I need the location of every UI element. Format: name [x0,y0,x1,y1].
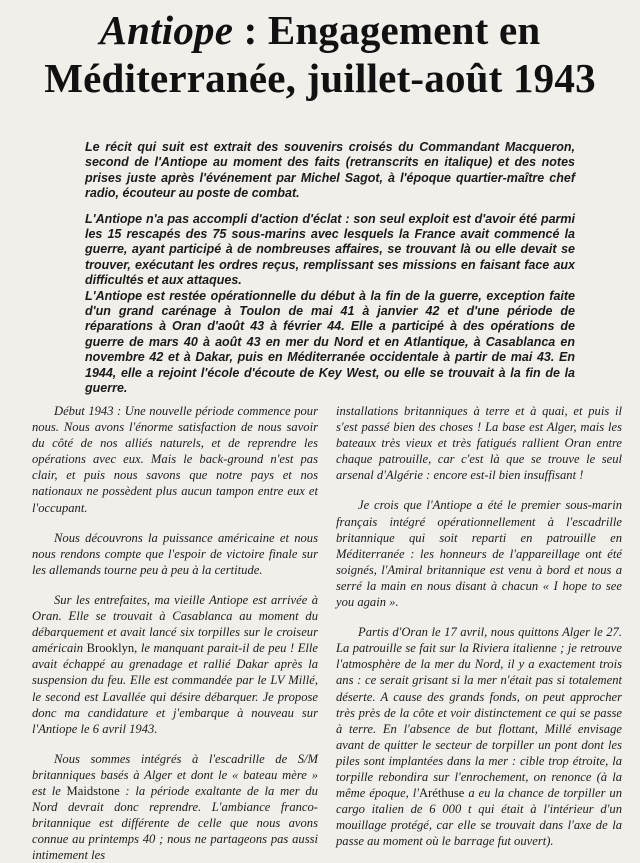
intro-paragraph-1: Le récit qui suit est extrait des souvenirs croisés du Commandant Macqueron, second de l'Antiope au moment des faits (retranscrits en italique) et des notes prises juste après l'événement par Michel Sagot, à l'époque quartier-maître chef radio, écouteur au poste de combat. [85,140,575,201]
left-p3-text-c: , le manquant parait-il de peu ! Elle avait échappé au grenadage et rallié Dakar après la suspension du feu. Elle est commandée par le LV Millé, le second est Lavallée qui désire débarquer. Je propose donc ma candidature et j'embarque à nouveau sur l'Antiope le 6 avril 1943. [32,641,318,736]
left-column [32,403,318,863]
left-paragraph-3 [32,592,318,737]
title-line1-rest: : Engagement en [233,7,541,53]
right-paragraph-3 [336,624,622,849]
ship-name-maidstone: Maidstone [66,783,120,798]
right-paragraph-2: Je crois que l'Antiope a été le premier sous-marin français intégré opérationnellement à l'escadrille britannique qui soit reparti en patrouille en Méditerranée : les honneurs de l'appareillage ont été soignés, l'Amiral britannique est venu à bord et nous a serré la main en nous disant à chacun « I hope to see you again ». [336,498,622,610]
right-p3-text-c: a eu la chance de torpiller un cargo italien de 6 000 t qui était à l'intérieur d'un mouillage protégé, car elle se trouvait dans l'axe de la passe au moment où le barrage fut ouvert). [336,786,623,849]
left-p3-text-a: Sur les entrefaites, ma vieille Antiope est arrivée à Oran. Elle se trouvait à Casablanca au moment du débarquement et avait lancé six torpilles sur le croiseur américain [32,592,318,656]
left-paragraph-4 [32,751,318,863]
intro-block [85,140,575,397]
ship-name-arethuse: Aréthuse [418,786,465,801]
left-paragraph-1: Début 1943 : Une nouvelle période commence pour nous. Nous avons l'énorme satisfaction de nous savoir du côté de nos alliés naturels, et de reprendre les opérations avec eux. Mais le back-ground n'est pas clair, et puis nous savons que notre pays et nos nationaux ne possèdent plus aucun tampon entre eux et l'occupant. [32,404,318,515]
title-line2: Méditerranée, juillet-août 1943 [44,55,596,101]
right-paragraph-1: installations britanniques à terre et à quai, et puis il s'est passé bien des choses ! La base est Alger, mais les bateaux très vieux et très fatigués rallient Oran entre chaque patrouille, car c'est là que se trouve le seul arsenal d'Algérie : encore est-il bien insuffisant ! [336,404,622,483]
right-p3-text-a: Partis d'Oran le 17 avril, nous quittons Alger le 27. La patrouille se fait sur la Riviera italienne ; je retrouve l'atmosphère de la mer du Nord, il y a exactement trois ans : ce serait grisant si la mer n'était pas si totalement déserte. A cause des grands fonds, on peut approcher très près de la côte et voir distinctement ce qui se passe à terre. En l'absence de but flottant, Millé envisage avant de quitter le secteur de torpiller un pont dont les piles sont implantées dans la mer : cible trop étroite, la torpille rebondira sur l'enrochement, on renonce (à la même époque, l' [336,625,622,801]
ship-name-brooklyn: Brooklyn [86,641,135,656]
right-column [336,403,623,849]
left-paragraph-2: Nous découvrons la puissance américaine et nous nous rendons compte que l'espoir de victoire finale sur les allemands tourne peu à peu à la certitude. [32,530,318,577]
left-p4-text-a: Nous sommes intégrés à l'escadrille de S/M britanniques basés à Alger et dont le « bateau mère » est le [32,751,318,798]
article-title [0,6,640,102]
title-ship-name: Antiope [99,7,234,53]
intro-paragraph-2: L'Antiope n'a pas accompli d'action d'éclat : son seul exploit est d'avoir été parmi les 15 rescapés des 75 sous-marins avec lesquels la France avait commencé la guerre, ayant participé à de nombreuses affaires, se trouvant là ou elle devait se trouver, exécutant les ordres reçus, remplissant ses missions en faisant face aux difficultés et aux attaques. [85,211,575,288]
intro-paragraph-3: L'Antiope est restée opérationnelle du début à la fin de la guerre, exception faite d'un grand carénage à Toulon de mai 41 à janvier 42 et d'une période de réparations à Oran d'août 43 à février 44. Elle a participé à des opérations de guerre de mars 40 à août 43 en mer du Nord et en Atlantique, à Casablanca en novembre 42 et à Dakar, puis en Méditerranée occidentale à partir de mai 43. En 1944, elle a rejoint l'école d'écoute de Key West, ou elle se trouvait à la fin de la guerre. [85,288,575,396]
left-p4-text-c: : la période exaltante de la mer du Nord devrait donc reprendre. L'ambiance franco-britannique est différente de celle que nous avons connue au printemps 40 ; nous ne partageons pas aussi intimement les [32,783,318,863]
body-columns [32,403,623,863]
